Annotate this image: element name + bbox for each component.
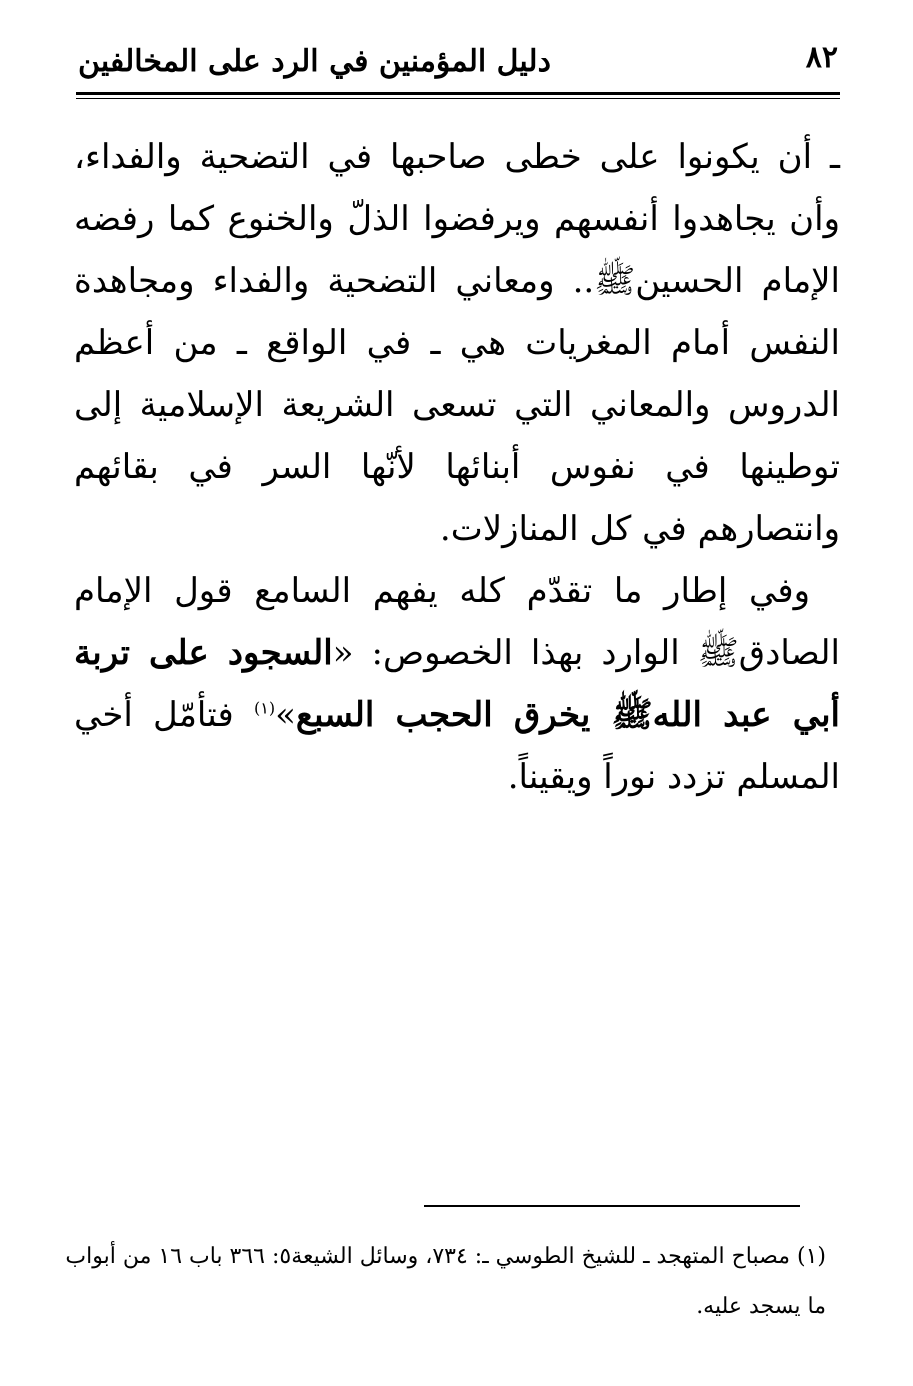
header-rule-thick (76, 92, 840, 95)
paragraph-2-intro: وفي إطار ما تقدّم كله يفهم السامع قول الإمام الصادق‏ﷺ الوارد بهذا الخصوص: « (74, 571, 840, 673)
footnote-separator (424, 1205, 800, 1207)
book-title: دليل المؤمنين في الرد على المخالفين (78, 44, 551, 79)
footnote-reference: (١) (253, 698, 276, 718)
quote-close-mark: » (275, 695, 296, 735)
running-header (78, 38, 838, 88)
paragraph-2-outro: فتأمّل أخي المسلم تزدد نوراً ويقيناً. (74, 695, 840, 797)
header-rule-thin (76, 98, 840, 99)
main-text (74, 126, 840, 808)
paragraph-2 (74, 560, 840, 808)
page-number: ٨٢ (805, 40, 838, 75)
paragraph-1: ـ أن يكونوا على خطى صاحبها في التضحية والفداء، وأن يجاهدوا أنفسهم ويرفضوا الذلّ والخنوع كما رفضه الإمام الحسين‏ﷺ.. ومعاني التضحية والفداء ومجاهدة النفس أمام المغريات هي ـ في الواقع ـ من أعظم الدروس والمعاني التي تسعى الشريعة الإسلامية إلى توطينها في نفوس أبنائها لأنّها السر في بقائهم وانتصارهم في كل المنازلات. (74, 137, 840, 549)
footnote: (١) مصباح المتهجد ـ للشيخ الطوسي ـ: ٧٣٤، وسائل الشيعة٥: ٣٦٦ باب ١٦ من أبواب ما يسجد عليه. (65, 1244, 826, 1319)
hadith-quote: السجود على تربة أبي عبد الله‏ﷺ يخرق الحجب السبع (74, 633, 840, 735)
